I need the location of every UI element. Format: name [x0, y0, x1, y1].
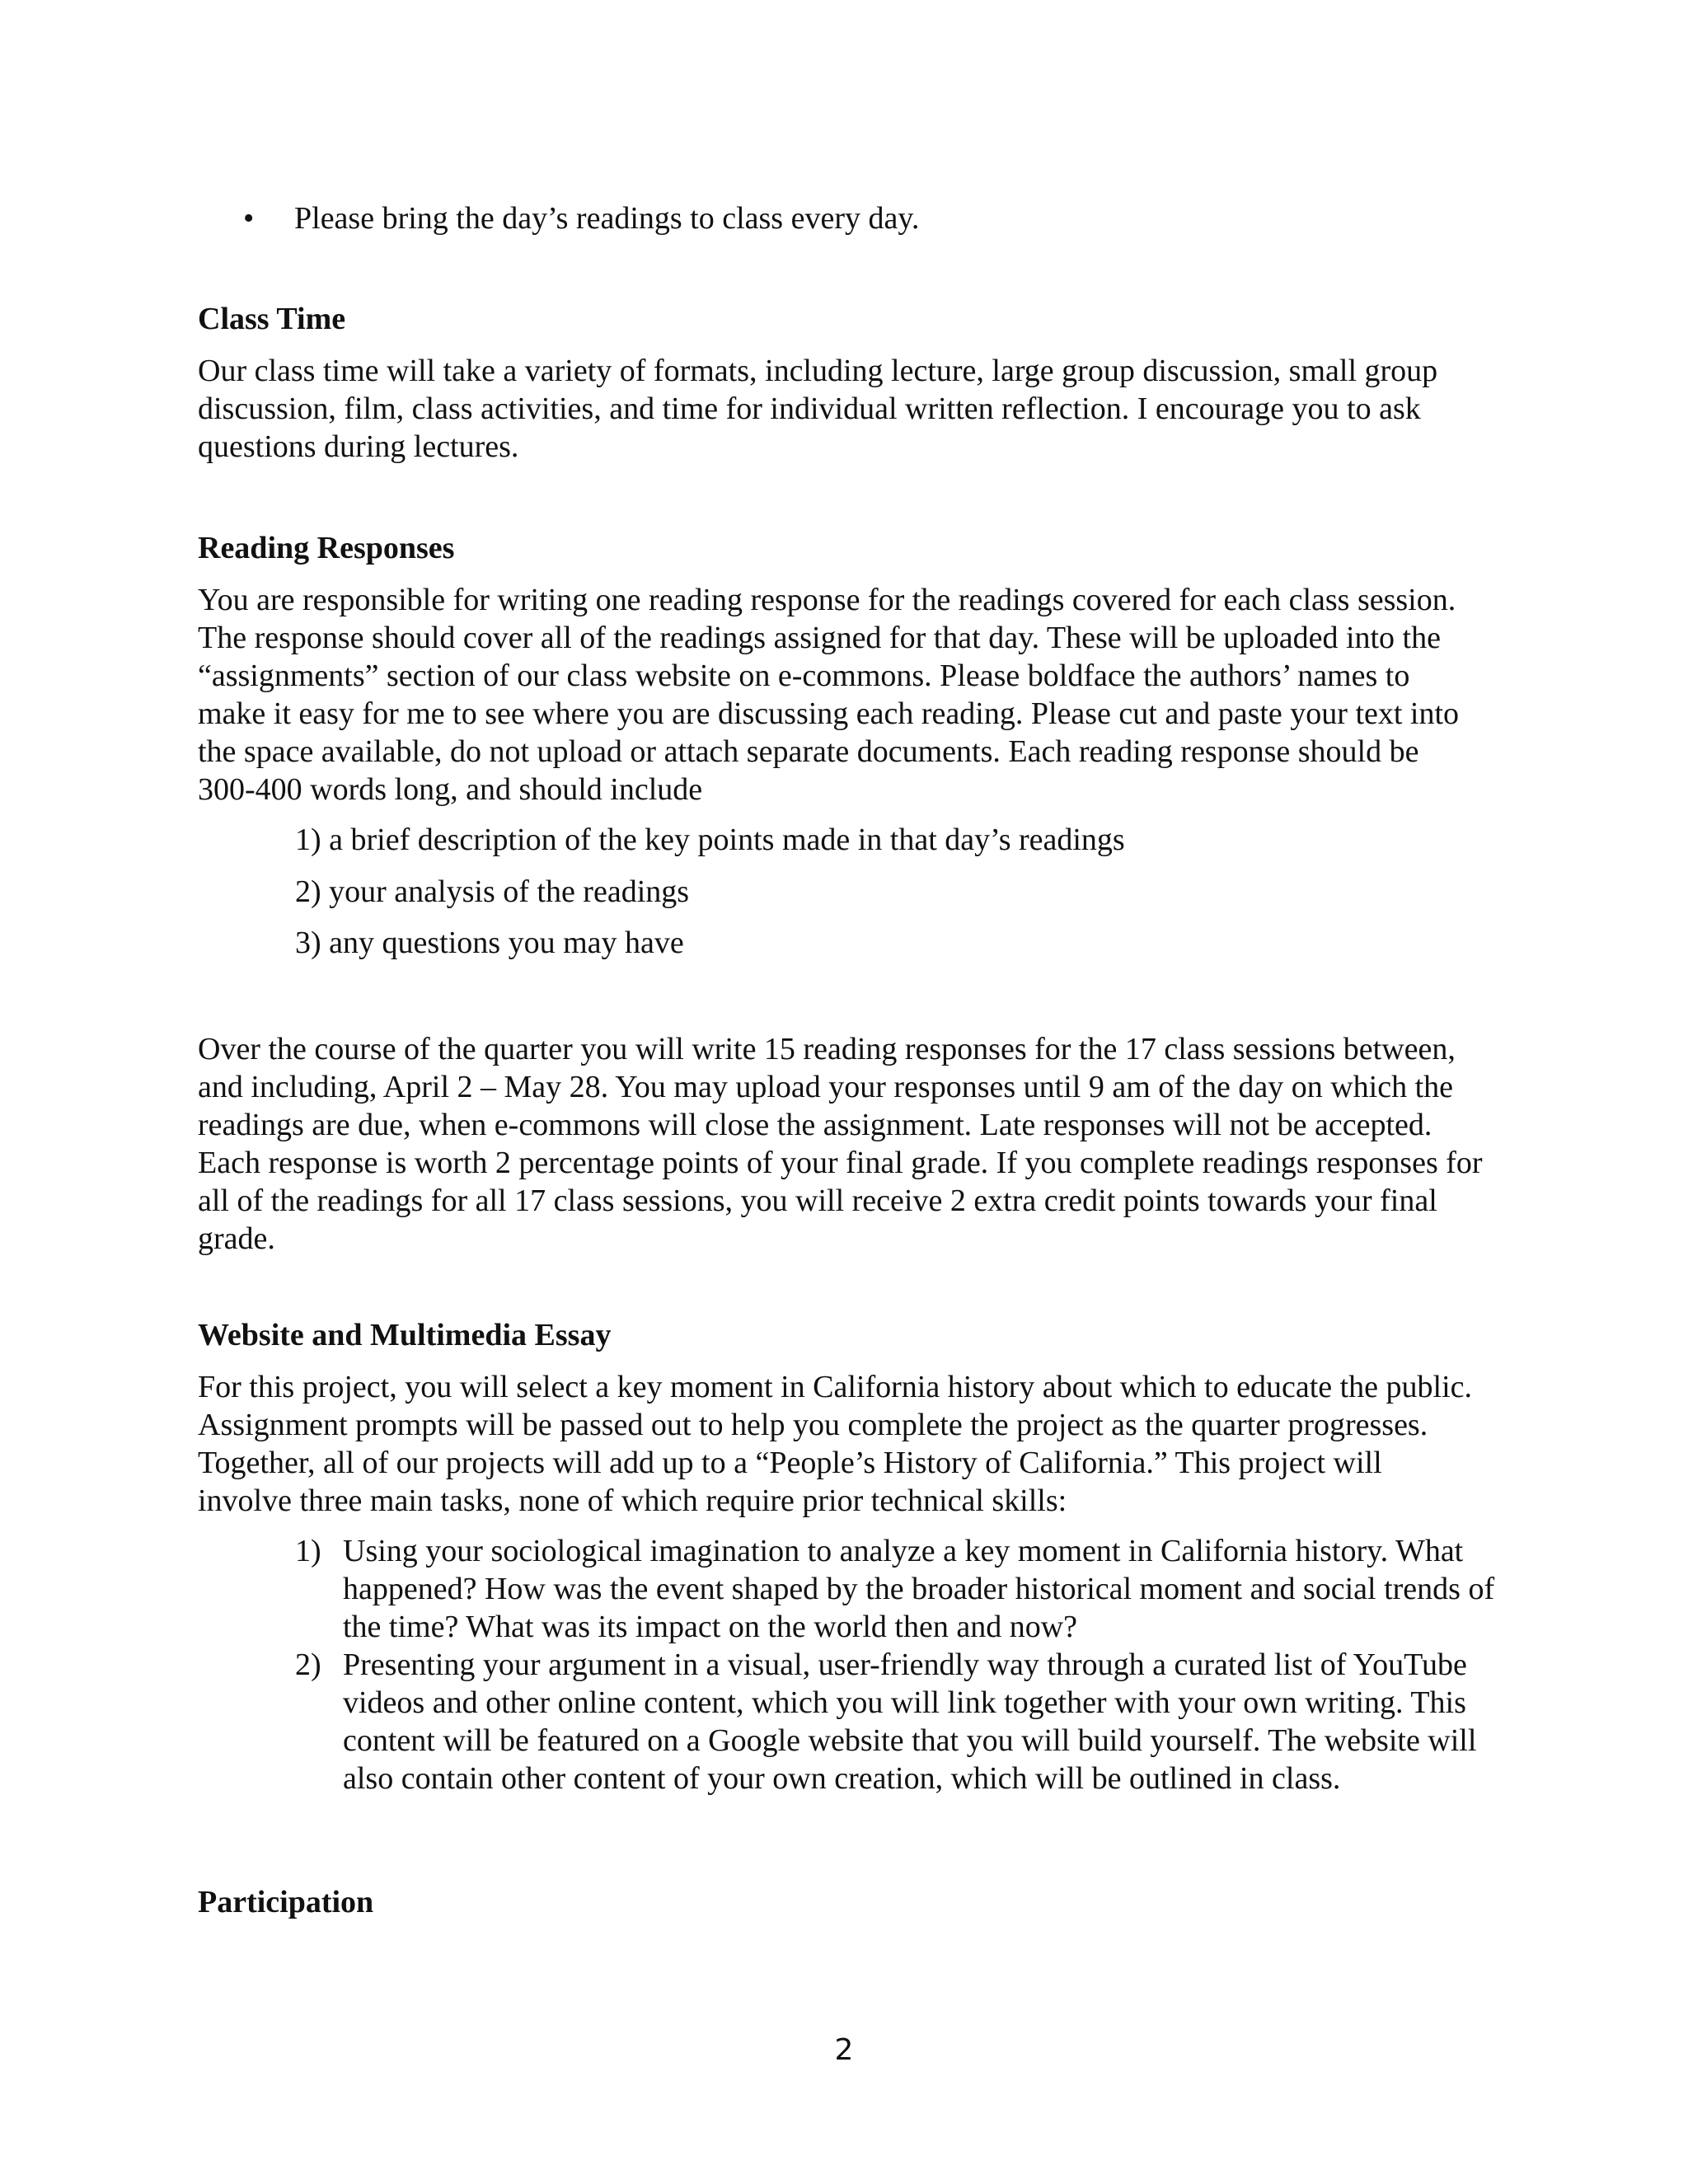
reading-response-item-3: 3) any questions you may have: [295, 926, 684, 960]
task-number: 2): [295, 1647, 321, 1682]
page-number: 2: [834, 2033, 854, 2067]
participation-heading: Participation: [198, 1885, 374, 1919]
website-task-item-2: [295, 1646, 1498, 1797]
reading-response-item-2: 2) your analysis of the readings: [295, 874, 690, 909]
bullet-text: Please bring the day’s readings to class every day.: [294, 201, 920, 236]
website-essay-paragraph: For this project, you will select a key moment in California history about which to educate the public. Assignment prompts will be passed out to help you complete the project as the quarter progresses. Together, all of our projects will add up to a “People’s History of California.” This project will involve three main tasks, none of which require prior technical skills:: [198, 1370, 1473, 1518]
class-time-heading: Class Time: [198, 302, 346, 336]
class-time-paragraph: Our class time will take a variety of formats, including lecture, large group discussion, small group discussion, film, class activities, and time for individual written reflection. I encourage you to ask questions during lectures.: [198, 354, 1438, 464]
task-text: Presenting your argument in a visual, user-friendly way through a curated list of YouTube videos and other online content, which you will link together with your own writing. This content will be featured on a Google website that you will build yourself. The website will also contain other content of your own creation, which will be outlined in class.: [343, 1647, 1477, 1796]
bullet-icon: •: [243, 201, 255, 236]
reading-responses-heading: Reading Responses: [198, 531, 455, 565]
task-text: Using your sociological imagination to analyze a key moment in California history. What happened? How was the event shaped by the broader historical moment and social trends of the time? What was its impact on the world then and now?: [343, 1534, 1495, 1644]
website-essay-heading: Website and Multimedia Essay: [198, 1318, 612, 1352]
reading-response-item-1: 1) a brief description of the key points made in that day’s readings: [295, 823, 1125, 857]
reading-responses-details: Over the course of the quarter you will write 15 reading responses for the 17 class sessions between, and including, April 2 – May 28. You may upload your responses until 9 am of the day on which the readings are due, when e-commons will close the assignment. Late responses will not be accepted. Each response is worth 2 percentage points of your final grade. If you complete readings responses for all of the readings for all 17 class sessions, you will receive 2 extra credit points towards your final grade.: [198, 1032, 1483, 1256]
task-number: 1): [295, 1534, 321, 1568]
bullet-item: [243, 199, 919, 237]
reading-responses-paragraph: You are responsible for writing one reading response for the readings covered for each class session. The response should cover all of the readings assigned for that day. These will be uploaded into the “assignments” section of our class website on e-commons. Please boldface the authors’ names to make it easy for me to see where you are discussing each reading. Please cut and paste your text into the space available, do not upload or attach separate documents. Each reading response should be 300-400 words long, and should include: [198, 583, 1460, 807]
website-task-item-1: [295, 1532, 1498, 1646]
